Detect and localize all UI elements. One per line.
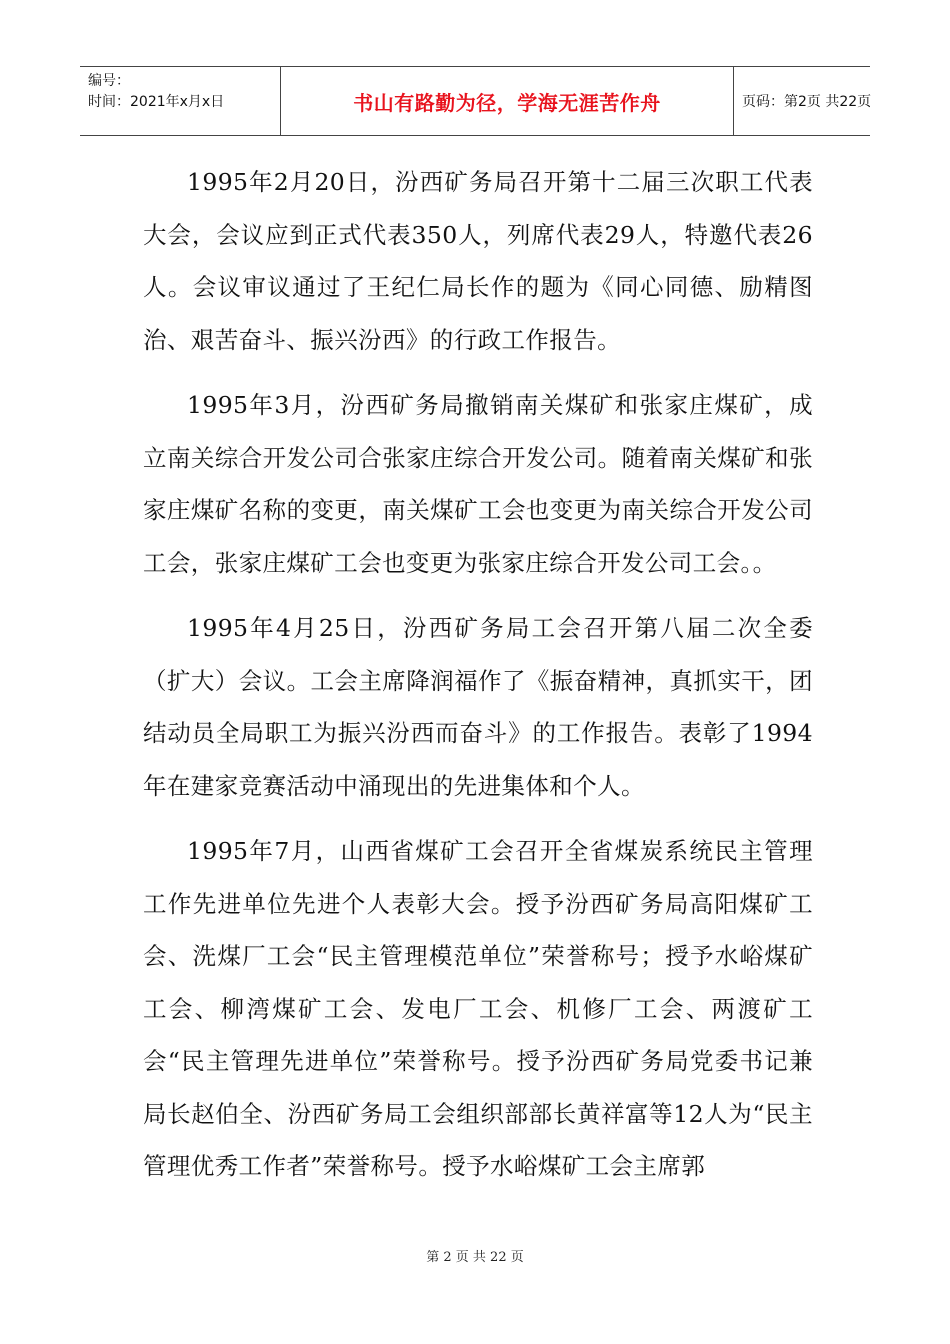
header-motto: 书山有路勤为径，学海无涯苦作舟 — [281, 67, 734, 135]
paragraph-2: 1995年3月，汾西矿务局撤销南关煤矿和张家庄煤矿，成立南关综合开发公司合张家庄综合开发公司。随着南关煤矿和张家庄煤矿名称的变更，南关煤矿工会也变更为南关综合开发公司工会，张家庄煤矿工会也变更为张家庄综合开发公司工会。。 — [143, 391, 813, 577]
header-page-info: 页码：第2页 共22页 — [742, 94, 872, 110]
header-meta — [80, 67, 281, 135]
document-date-label: 时间：2021年x月x日 — [88, 94, 225, 110]
document-body — [143, 156, 813, 1206]
paragraph-1: 1995年2月20日，汾西矿务局召开第十二届三次职工代表大会，会议应到正式代表350人，列席代表29人，特邀代表26人。会议审议通过了王纪仁局长作的题为《同心同德、励精图治、艰苦奋斗、振兴汾西》的行政工作报告。 — [143, 168, 813, 354]
paragraph-4: 1995年7月，山西省煤矿工会召开全省煤炭系统民主管理工作先进单位先进个人表彰大会。授予汾西矿务局高阳煤矿工会、洗煤厂工会“民主管理模范单位”荣誉称号；授予水峪煤矿工会、柳湾煤矿工会、发电厂工会、机修厂工会、两渡矿工会“民主管理先进单位”荣誉称号。授予汾西矿务局党委书记兼局长赵伯全、汾西矿务局工会组织部部长黄祥富等12人为“民主管理优秀工作者”荣誉称号。授予水峪煤矿工会主席郭 — [143, 837, 813, 1180]
paragraph-3: 1995年4月25日，汾西矿务局工会召开第八届二次全委（扩大）会议。工会主席降润福作了《振奋精神，真抓实干，团结动员全局职工为振兴汾西而奋斗》的工作报告。表彰了1994年在建家竞赛活动中涌现出的先进集体和个人。 — [143, 614, 813, 800]
document-header — [80, 66, 870, 136]
document-number-label: 编号： — [88, 73, 130, 89]
page-footer: 第 2 页 共 22 页 — [426, 1250, 524, 1265]
